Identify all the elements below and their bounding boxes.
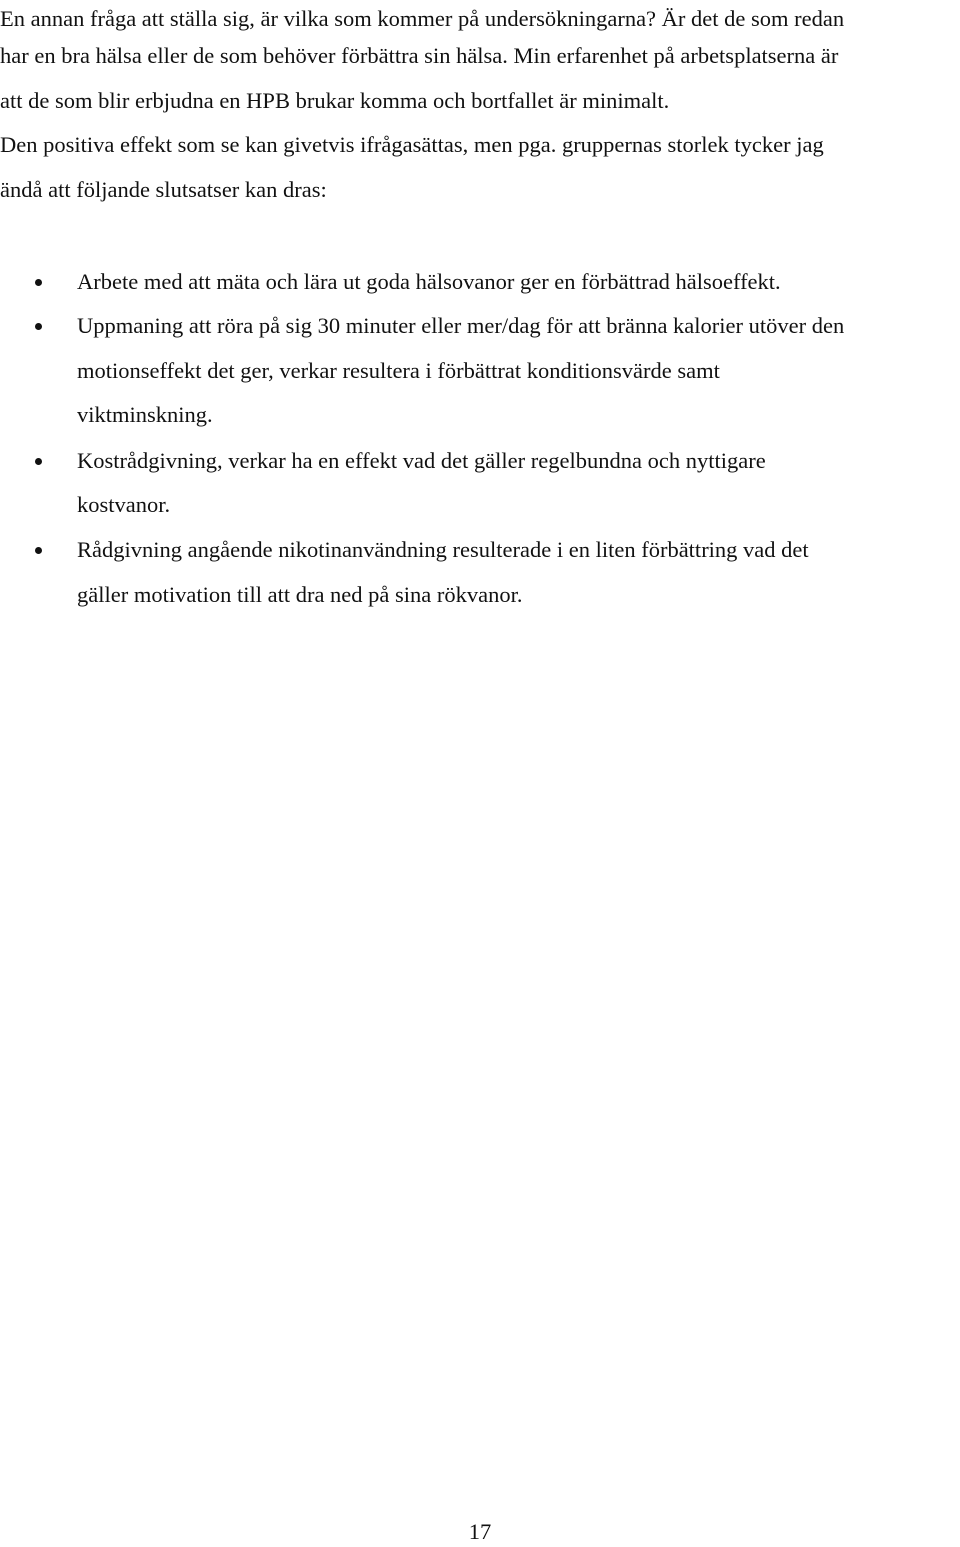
paragraph-line: ändå att följande slutsatser kan dras: <box>0 177 327 202</box>
bullet-icon <box>35 279 42 286</box>
list-item-line: Kostrådgivning, verkar ha en effekt vad det gäller regelbundna och nyttigare <box>77 448 766 473</box>
paragraph-line: Den positiva effekt som se kan givetvis ifrågasättas, men pga. gruppernas storlek tycker jag <box>0 132 824 157</box>
list-item-line: motionseffekt det ger, verkar resultera i förbättrat konditionsvärde samt <box>77 358 720 383</box>
paragraph-line: att de som blir erbjudna en HPB brukar komma och bortfallet är minimalt. <box>0 88 670 113</box>
list-item-line: viktminskning. <box>77 402 213 427</box>
paragraph-line: En annan fråga att ställa sig, är vilka som kommer på undersökningarna? Är det de som redan <box>0 6 845 31</box>
bullet-icon <box>35 458 42 465</box>
bullet-icon <box>35 547 42 554</box>
list-item-line: Uppmaning att röra på sig 30 minuter eller mer/dag för att bränna kalorier utöver den <box>77 313 845 338</box>
list-item-line: Arbete med att mäta och lära ut goda hälsovanor ger en förbättrad hälsoeffekt. <box>77 269 781 294</box>
list-item-line: kostvanor. <box>77 492 171 517</box>
list-item-line: gäller motivation till att dra ned på sina rökvanor. <box>77 582 523 607</box>
paragraph-line: har en bra hälsa eller de som behöver förbättra sin hälsa. Min erfarenhet på arbetsplatserna är <box>0 43 839 68</box>
bullet-icon <box>35 323 42 330</box>
list-item-line: Rådgivning angående nikotinanvändning resulterade i en liten förbättring vad det <box>77 537 809 562</box>
page-number: 17 <box>468 1519 492 1544</box>
